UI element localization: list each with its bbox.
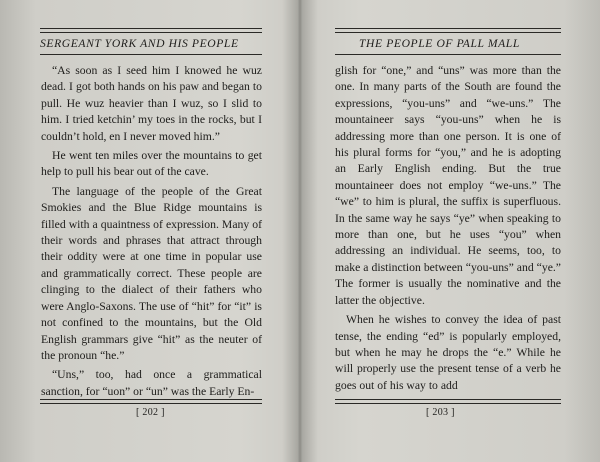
left-body-text	[41, 63, 262, 403]
right-body-text	[335, 63, 561, 397]
left-header-rule-top-inner	[40, 32, 262, 33]
right-page-number: [ 203 ]	[426, 407, 455, 418]
left-paragraph-3: The language of the people of the Great Smokies and the Blue Ridge mountains is filled with a quaintness of expression. Many of their words and phrases that attract through their oddity were at one time in popular use and grammatically correct. These people are clinging to the dialect of their fathers who were Anglo-Saxons. The use of “hit” for “it” is not confined to the mountains, but the Old English grammars give “hit” as the neuter of the pronoun “he.”	[41, 184, 262, 362]
left-page-number: [ 202 ]	[136, 407, 165, 418]
left-header-rule-bottom	[40, 54, 262, 55]
right-header-rule-top-inner	[335, 32, 561, 33]
right-paragraph-2: When he wishes to convey the idea of past tense, the ending “ed” is popularly employed, but when he may he drops the “e.” While he will properly use the present tense of a verb he goes out of his way to add	[335, 313, 561, 392]
right-running-head: THE PEOPLE OF PALL MALL	[359, 37, 520, 50]
left-header-rule-top	[40, 28, 262, 29]
left-paragraph-1: “As soon as I seed him I knowed he wuz dead. I got both hands on his paw and began to pull. He wuz heavier than I wuz, so I slid to him. I tried ketchin’ my toes in the rocks, but I couldn’t hold, en I never moved him.”	[41, 64, 262, 143]
right-footer-rule-top	[335, 399, 561, 400]
left-footer-rule-bottom	[40, 403, 262, 404]
right-header-rule-bottom	[335, 54, 561, 55]
right-header-rule-top	[335, 28, 561, 29]
left-page	[0, 0, 299, 462]
right-page	[301, 0, 600, 462]
left-footer-rule-top	[40, 399, 262, 400]
left-running-head: SERGEANT YORK AND HIS PEOPLE	[40, 37, 239, 50]
right-footer-rule-bottom	[335, 403, 561, 404]
right-paragraph-1: glish for “one,” and “uns” was more than the one. In many parts of the South are found the expressions, “you-uns” and “we-uns.” The mountaineer says “you-uns” when he is addressing more than one person. It is one of his plural forms for “you,” and he is adopting an Early English ending. But the true mountaineer does not employ “we-uns.” The “we” to him is plural, the suffix is superfluous. In the same way he says “ye” when speaking to more than one, but he uses “you” when addressing an individual. He seems, too, to make a distinction between “you-uns” and “ye.” The former is usually the nominative and the latter the objective.	[335, 64, 561, 307]
left-paragraph-2: He went ten miles over the mountains to get help to pull his bear out of the cave.	[41, 149, 262, 179]
left-paragraph-4: “Uns,” too, had once a grammatical sanction, for “uon” or “un” was the Early En-	[41, 368, 262, 398]
